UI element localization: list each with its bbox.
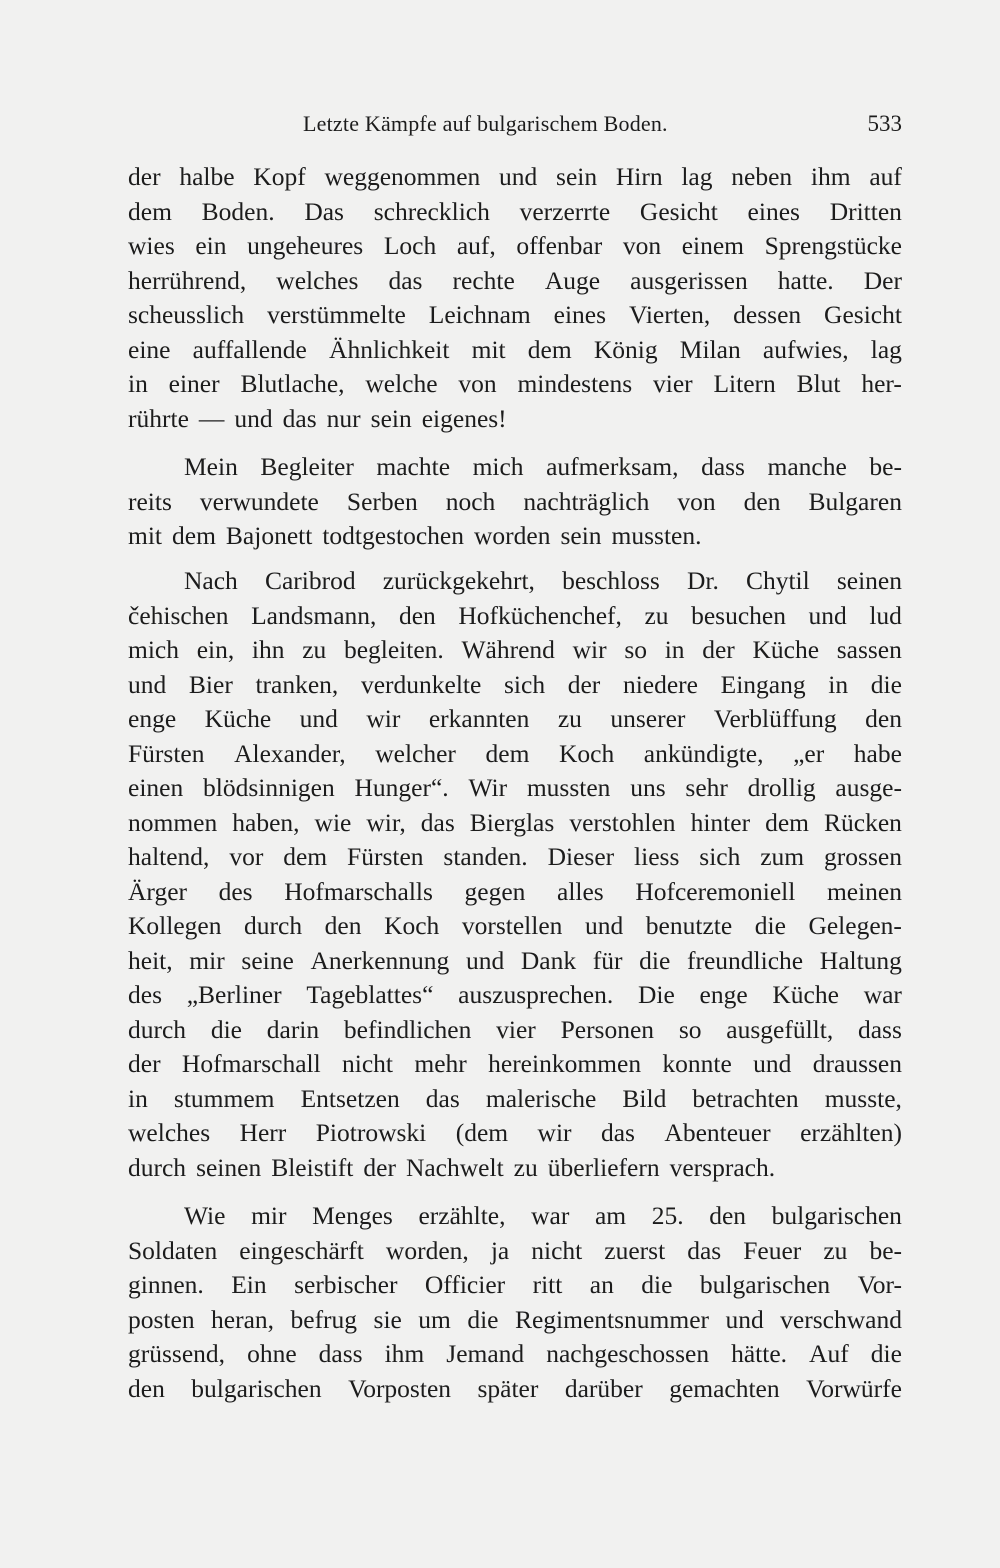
text-line: mich ein, ihn zu begleiten. Während wir so in der Küche sassen bbox=[128, 635, 902, 664]
text-line: den bulgarischen Vorposten später darüber gemachten Vorwürfe bbox=[128, 1373, 902, 1403]
text-line: Wie mir Menges erzählte, war am 25. den bulgarischen bbox=[184, 1201, 902, 1230]
text-line: eine auffallende Ähnlichkeit mit dem König Milan aufwies, lag bbox=[128, 334, 902, 364]
text-line: herrührend, welches das rechte Auge ausgerissen hatte. Der bbox=[128, 265, 902, 295]
text-line: Soldaten eingeschärft worden, ja nicht zuerst das Feuer zu be- bbox=[128, 1235, 902, 1265]
text-line: čehischen Landsmann, den Hofküchenchef, zu besuchen und lud bbox=[128, 600, 902, 630]
text-line: mit dem Bajonett todtgestochen worden sein mussten. bbox=[128, 521, 702, 550]
text-line: und Bier tranken, verdunkelte sich der niedere Eingang in die bbox=[128, 669, 902, 699]
text-line: posten heran, befrug sie um die Regimentsnummer und verschwand bbox=[128, 1304, 902, 1334]
text-line: Nach Caribrod zurückgekehrt, beschloss Dr. Chytil seinen bbox=[184, 566, 902, 595]
text-line: dem Boden. Das schrecklich verzerrte Gesicht eines Dritten bbox=[128, 196, 902, 226]
text-line: nommen haben, wie wir, das Bierglas verstohlen hinter dem Rücken bbox=[128, 807, 902, 837]
text-line: grüssend, ohne dass ihm Jemand nachgeschossen hätte. Auf die bbox=[128, 1339, 902, 1368]
text-line: des „Berliner Tageblattes“ auszusprechen. Die enge Küche war bbox=[128, 980, 902, 1009]
text-line: durch die darin befindlichen vier Personen so ausgefüllt, dass bbox=[128, 1014, 902, 1044]
text-line: heit, mir seine Anerkennung und Dank für die freundliche Haltung bbox=[128, 945, 902, 975]
text-line: in stummem Entsetzen das malerische Bild betrachten musste, bbox=[128, 1083, 902, 1113]
page-header bbox=[128, 111, 902, 141]
text-line: einen blödsinnigen Hunger“. Wir mussten uns sehr drollig ausge- bbox=[128, 773, 902, 802]
text-line: reits verwundete Serben noch nachträglich von den Bulgaren bbox=[128, 486, 902, 516]
text-line: der Hofmarschall nicht mehr hereinkommen konnte und draussen bbox=[128, 1049, 902, 1078]
text-line: haltend, vor dem Fürsten standen. Dieser liess sich zum grossen bbox=[128, 842, 902, 871]
text-line: Kollegen durch den Koch vorstellen und benutzte die Gelegen- bbox=[128, 911, 902, 940]
text-line: Fürsten Alexander, welcher dem Koch ankündigte, „er habe bbox=[128, 738, 902, 768]
text-line: Mein Begleiter machte mich aufmerksam, dass manche be- bbox=[184, 452, 902, 481]
text-line: ginnen. Ein serbischer Officier ritt an die bulgarischen Vor- bbox=[128, 1270, 902, 1299]
text-line: durch seinen Bleistift der Nachwelt zu überliefern versprach. bbox=[128, 1152, 776, 1182]
text-line: enge Küche und wir erkannten zu unserer Verblüffung den bbox=[128, 704, 902, 733]
text-line: der halbe Kopf weggenommen und sein Hirn lag neben ihm auf bbox=[128, 162, 902, 191]
running-title: Letzte Kämpfe auf bulgarischem Boden. bbox=[303, 111, 668, 136]
text-line: in einer Blutlache, welche von mindestens vier Litern Blut her- bbox=[128, 369, 902, 398]
page-body bbox=[128, 160, 902, 1410]
text-line: scheusslich verstümmelte Leichnam eines Vierten, dessen Gesicht bbox=[128, 300, 902, 329]
text-line: wies ein ungeheures Loch auf, offenbar von einem Sprengstücke bbox=[128, 231, 902, 260]
text-line: Ärger des Hofmarschalls gegen alles Hofceremoniell meinen bbox=[128, 876, 902, 906]
text-line: welches Herr Piotrowski (dem wir das Abenteuer erzählten) bbox=[128, 1118, 902, 1147]
text-line: rührte — und das nur sein eigenes! bbox=[128, 403, 507, 433]
page-number: 533 bbox=[867, 111, 902, 136]
